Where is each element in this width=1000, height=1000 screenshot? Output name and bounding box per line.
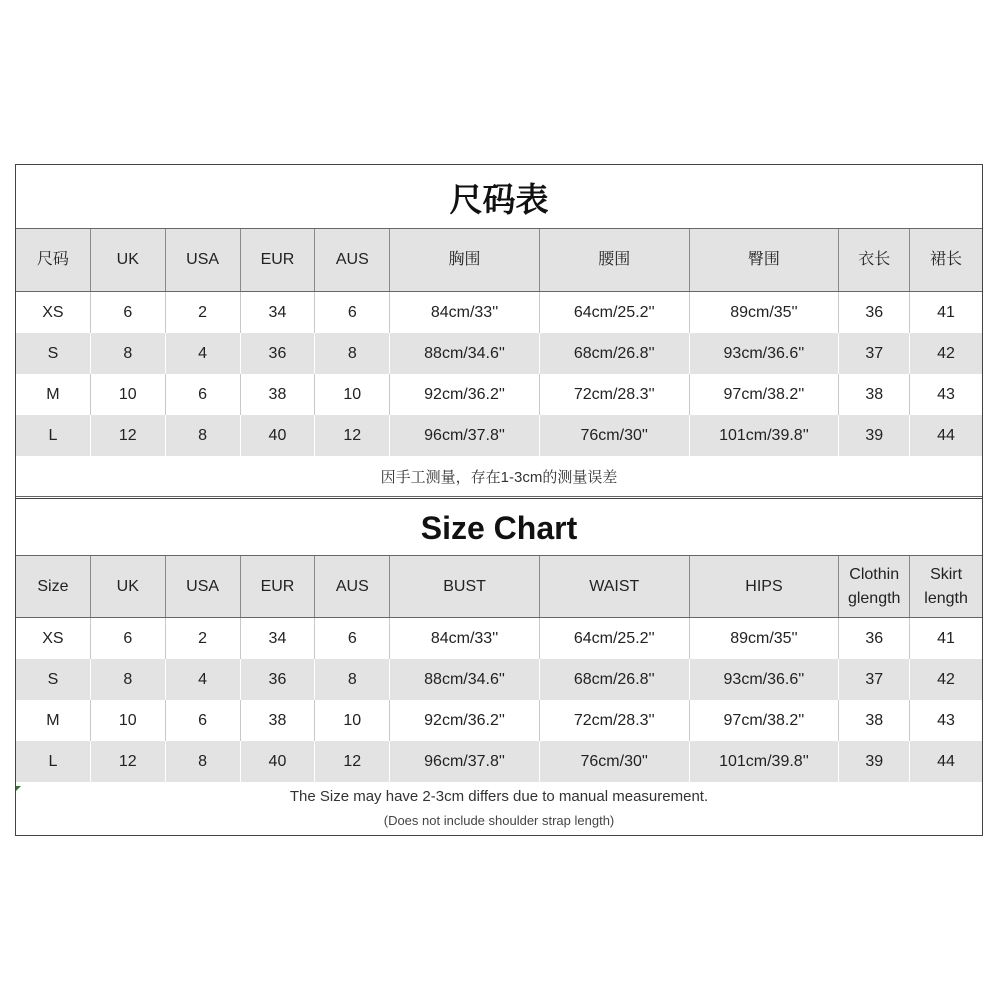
table-row — [16, 333, 982, 374]
chart-title-en: Size Chart — [16, 499, 982, 556]
header-cell: 臀围 — [690, 229, 840, 291]
table-row — [16, 659, 982, 700]
table-cell: 43 — [937, 711, 955, 729]
table-cell: 88cm/34.6'' — [390, 659, 540, 700]
table-cell: XS — [16, 618, 91, 659]
table-cell: XS — [16, 292, 91, 333]
table-cell: 6 — [166, 374, 241, 415]
table-cell: 6 — [315, 618, 390, 659]
table-cell: 37 — [839, 333, 910, 374]
table-cell: 92cm/36.2'' — [390, 700, 540, 741]
table-cell: 2 — [166, 292, 241, 333]
table-cell: S — [16, 333, 91, 374]
table-cell: 101cm/39.8'' — [690, 415, 840, 456]
table-cell: 84cm/33'' — [390, 292, 540, 333]
table-cell: 34 — [241, 618, 316, 659]
table-cell: 34 — [241, 292, 316, 333]
table-row — [16, 741, 982, 782]
header-cell: USA — [166, 556, 241, 617]
table-cell: 36 — [839, 292, 910, 333]
table-cell: 40 — [241, 415, 316, 456]
table-cell: 4 — [166, 333, 241, 374]
header-cell: EUR — [241, 556, 316, 617]
table-cell: 41 — [937, 629, 955, 647]
table-cell: 40 — [241, 741, 316, 782]
table-cell: 6 — [315, 292, 390, 333]
table-cell: 68cm/26.8'' — [540, 333, 690, 374]
table-cell: 97cm/38.2'' — [690, 374, 840, 415]
table-cell: 36 — [241, 333, 316, 374]
header-cell: EUR — [241, 229, 316, 291]
header-cell: UK — [91, 229, 166, 291]
table-cell: 12 — [91, 741, 166, 782]
table-cell: 88cm/34.6'' — [390, 333, 540, 374]
header-cell: BUST — [390, 556, 540, 617]
table-cell: 76cm/30'' — [540, 415, 690, 456]
table-cell: 44 — [937, 752, 955, 770]
table-cell: 93cm/36.6'' — [690, 659, 840, 700]
table-cell: 38 — [839, 700, 910, 741]
corner-mark-icon — [16, 786, 21, 791]
table-row — [16, 415, 982, 456]
table-row — [16, 618, 982, 659]
table-cell: 12 — [315, 415, 390, 456]
table-cell: 10 — [315, 700, 390, 741]
table-cell: 96cm/37.8'' — [390, 415, 540, 456]
table-cell: 92cm/36.2'' — [390, 374, 540, 415]
header-cell: HIPS — [690, 556, 840, 617]
table-cell: L — [16, 741, 91, 782]
table-cell: 64cm/25.2'' — [540, 618, 690, 659]
table-cell: 42 — [937, 344, 955, 362]
table-cell: 36 — [241, 659, 316, 700]
header-cell: 胸围 — [390, 229, 540, 291]
table-cell: 38 — [241, 374, 316, 415]
table-cell: 8 — [315, 333, 390, 374]
header-cell: WAIST — [540, 556, 690, 617]
table-cell: 10 — [315, 374, 390, 415]
table-cell: 72cm/28.3'' — [540, 374, 690, 415]
table-cell: 4 — [166, 659, 241, 700]
header-cell: AUS — [315, 556, 390, 617]
table-cell: 84cm/33'' — [390, 618, 540, 659]
table-cell: 10 — [91, 374, 166, 415]
table-cell: M — [16, 700, 91, 741]
table-cell: 36 — [839, 618, 910, 659]
size-chart-cn — [15, 164, 983, 498]
table-cell: 101cm/39.8'' — [690, 741, 840, 782]
table-cell: 76cm/30'' — [540, 741, 690, 782]
table-row — [16, 292, 982, 333]
table-cell: 39 — [839, 415, 910, 456]
header-cell: 尺码 — [16, 229, 91, 291]
table-cell: 89cm/35'' — [690, 292, 840, 333]
header-cell: 腰围 — [540, 229, 690, 291]
header-cell: Clothin glength — [839, 556, 910, 617]
table-cell: 96cm/37.8'' — [390, 741, 540, 782]
header-cell: USA — [166, 229, 241, 291]
chart-title-cn: 尺码表 — [16, 165, 982, 229]
header-row-en — [16, 556, 982, 618]
header-cell: AUS — [315, 229, 390, 291]
table-cell: 39 — [839, 741, 910, 782]
table-cell: 89cm/35'' — [690, 618, 840, 659]
table-row — [16, 374, 982, 415]
table-cell: 97cm/38.2'' — [690, 700, 840, 741]
table-cell: 68cm/26.8'' — [540, 659, 690, 700]
table-cell: 12 — [315, 741, 390, 782]
table-cell: 37 — [839, 659, 910, 700]
header-cell: 衣长 — [839, 229, 910, 291]
table-cell: 6 — [91, 292, 166, 333]
header-cell: UK — [91, 556, 166, 617]
table-cell: 8 — [91, 333, 166, 374]
measurement-note-en — [16, 782, 982, 834]
table-cell: 8 — [315, 659, 390, 700]
table-cell: 43 — [937, 385, 955, 403]
note-line-2: (Does not include shoulder strap length) — [383, 813, 615, 828]
table-cell: 12 — [91, 415, 166, 456]
table-cell: 8 — [166, 741, 241, 782]
header-cell: Size — [16, 556, 91, 617]
header-cell: Skirt length — [924, 565, 968, 607]
table-cell: 41 — [937, 303, 955, 321]
table-cell: 2 — [166, 618, 241, 659]
table-cell: 44 — [937, 426, 955, 444]
note-line-1: The Size may have 2-3cm differs due to manual measurement. — [289, 788, 709, 805]
table-cell: 38 — [839, 374, 910, 415]
table-cell: 64cm/25.2'' — [540, 292, 690, 333]
size-chart-en — [15, 498, 983, 836]
table-cell: L — [16, 415, 91, 456]
table-cell: S — [16, 659, 91, 700]
table-cell: 93cm/36.6'' — [690, 333, 840, 374]
table-cell: 6 — [91, 618, 166, 659]
table-cell: 10 — [91, 700, 166, 741]
table-cell: 38 — [241, 700, 316, 741]
table-cell: M — [16, 374, 91, 415]
table-cell: 42 — [937, 670, 955, 688]
header-cell: 裙长 — [930, 251, 963, 268]
measurement-note-cn: 因手工测量，存在1-3cm的测量误差 — [16, 456, 982, 497]
table-cell: 8 — [166, 415, 241, 456]
table-cell: 72cm/28.3'' — [540, 700, 690, 741]
table-cell: 6 — [166, 700, 241, 741]
table-row — [16, 700, 982, 741]
header-row-cn — [16, 229, 982, 292]
table-cell: 8 — [91, 659, 166, 700]
